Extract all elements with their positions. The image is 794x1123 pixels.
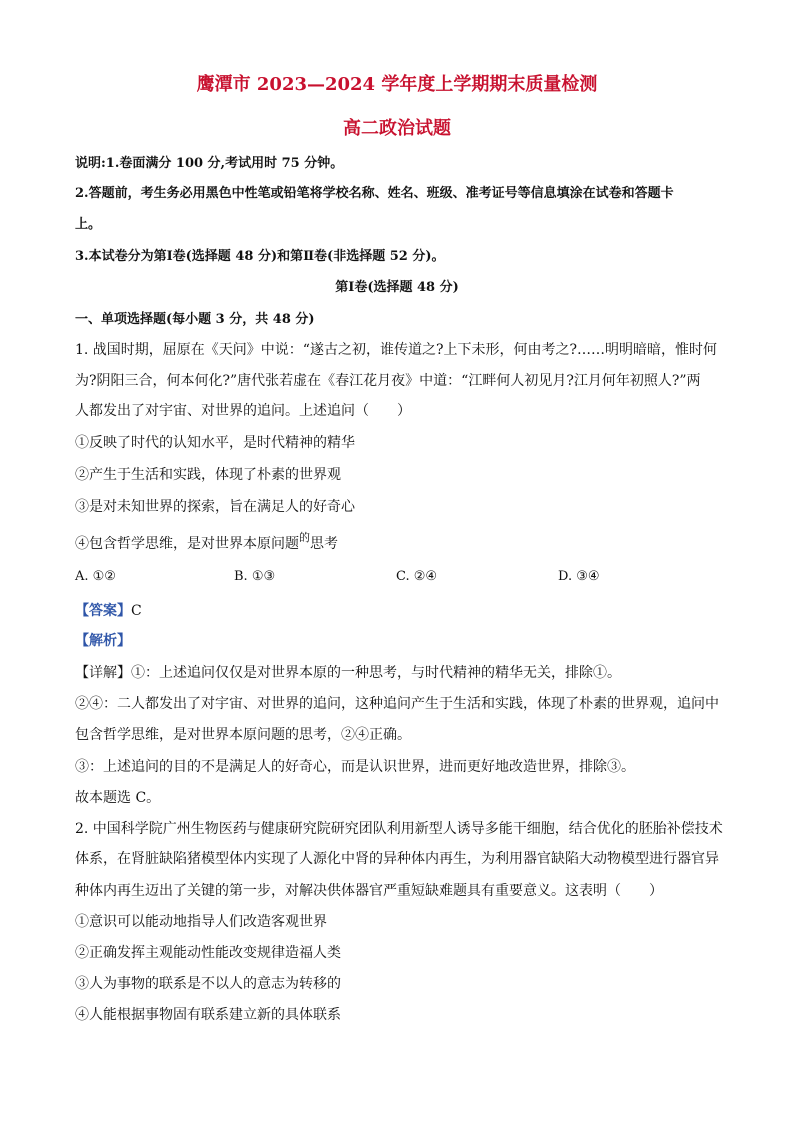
q1-explanation-3: 包含哲学思维，是对世界本原问题的思考，②④正确。	[75, 727, 411, 743]
q1-statement-4	[75, 533, 338, 553]
q1-stem-line-3: 人都发出了对宇宙、对世界的追问。上述追问（ ）	[75, 403, 411, 419]
q1-stem-line-1: 1. 战国时期，屈原在《天问》中说：“遂古之初，谁传道之?上下未形，何由考之?……明明暗暗，惟时何	[75, 342, 717, 358]
exam-title: 鹰潭市 2023—2024 学年度上学期期末质量检测	[196, 74, 598, 95]
answer-value: C	[131, 603, 142, 619]
q1-option-d: D. ③④	[558, 569, 600, 584]
q1-statement-3: ③是对未知世界的探索，旨在满足人的好奇心	[75, 499, 355, 515]
q2-stem-line-2: 体系，在肾脏缺陷猪模型体内实现了人源化中肾的异种体内再生，为利用器官缺陷大动物模型进行器官异	[75, 851, 719, 867]
part-title: 第Ⅰ卷(选择题 48 分)	[335, 280, 459, 295]
q1-option-c: C. ②④	[396, 569, 438, 584]
q1-analysis	[75, 630, 131, 650]
q1-stem-line-2: 为?阴阳三合，何本何化?”唐代张若虚在《春江花月夜》中道：“江畔何人初见月?江月何年初照人?”两	[75, 373, 701, 389]
q1-explanation-2: ②④：二人都发出了对宇宙、对世界的追问，这种追问产生于生活和实践，体现了朴素的世界观，追问中	[75, 696, 719, 712]
instruction-1: 说明:1.卷面满分 100 分,考试用时 75 分钟。	[75, 156, 344, 171]
q1-statement-4-tail: 思考	[310, 536, 338, 552]
instruction-3: 3.本试卷分为第Ⅰ卷(选择题 48 分)和第Ⅱ卷(非选择题 52 分)。	[75, 249, 445, 264]
analysis-tag: 【解析】	[75, 633, 131, 649]
instruction-2: 2.答题前，考生务必用黑色中性笔或铅笔将学校名称、姓名、班级、准考证号等信息填涂在试卷和答题卡	[75, 186, 674, 201]
q2-statement-2: ②正确发挥主观能动性能改变规律造福人类	[75, 945, 341, 961]
q2-statement-4: ④人能根据事物固有联系建立新的具体联系	[75, 1007, 341, 1023]
q1-statement-4-sup: 的	[299, 531, 310, 544]
q1-explanation-5: 故本题选 C。	[75, 790, 161, 806]
instruction-2-cont: 上。	[75, 217, 102, 232]
q2-statement-1: ①意识可以能动地指导人们改造客观世界	[75, 914, 327, 930]
q1-explanation-4: ③：上述追问的目的不是满足人的好奇心，而是认识世界，进而更好地改造世界，排除③。	[75, 759, 635, 775]
detail-tag: 【详解】	[75, 665, 131, 681]
q1-answer	[75, 600, 142, 620]
answer-tag: 【答案】	[75, 603, 131, 619]
exam-subtitle: 高二政治试题	[343, 118, 451, 139]
q1-explanation-1-text: ①：上述追问仅仅是对世界本原的一种思考，与时代精神的精华无关，排除①。	[131, 665, 621, 681]
q2-stem-line-3: 种体内再生迈出了关键的第一步，对解决供体器官严重短缺难题具有重要意义。这表明（ ）	[75, 883, 663, 899]
q1-statement-2: ②产生于生活和实践，体现了朴素的世界观	[75, 467, 341, 483]
q2-statement-3: ③人为事物的联系是不以人的意志为转移的	[75, 976, 341, 992]
q1-statement-1: ①反映了时代的认知水平，是时代精神的精华	[75, 435, 355, 451]
q1-option-a: A. ①②	[75, 569, 116, 584]
q1-option-b: B. ①③	[234, 569, 276, 584]
q1-explanation-1	[75, 662, 621, 682]
q1-statement-4-text: ④包含哲学思维，是对世界本原问题	[75, 536, 299, 552]
section-heading: 一、单项选择题(每小题 3 分，共 48 分)	[75, 312, 315, 327]
q2-stem-line-1: 2. 中国科学院广州生物医药与健康研究院研究团队利用新型人诱导多能干细胞，结合优化的胚胎补偿技术	[75, 821, 723, 837]
